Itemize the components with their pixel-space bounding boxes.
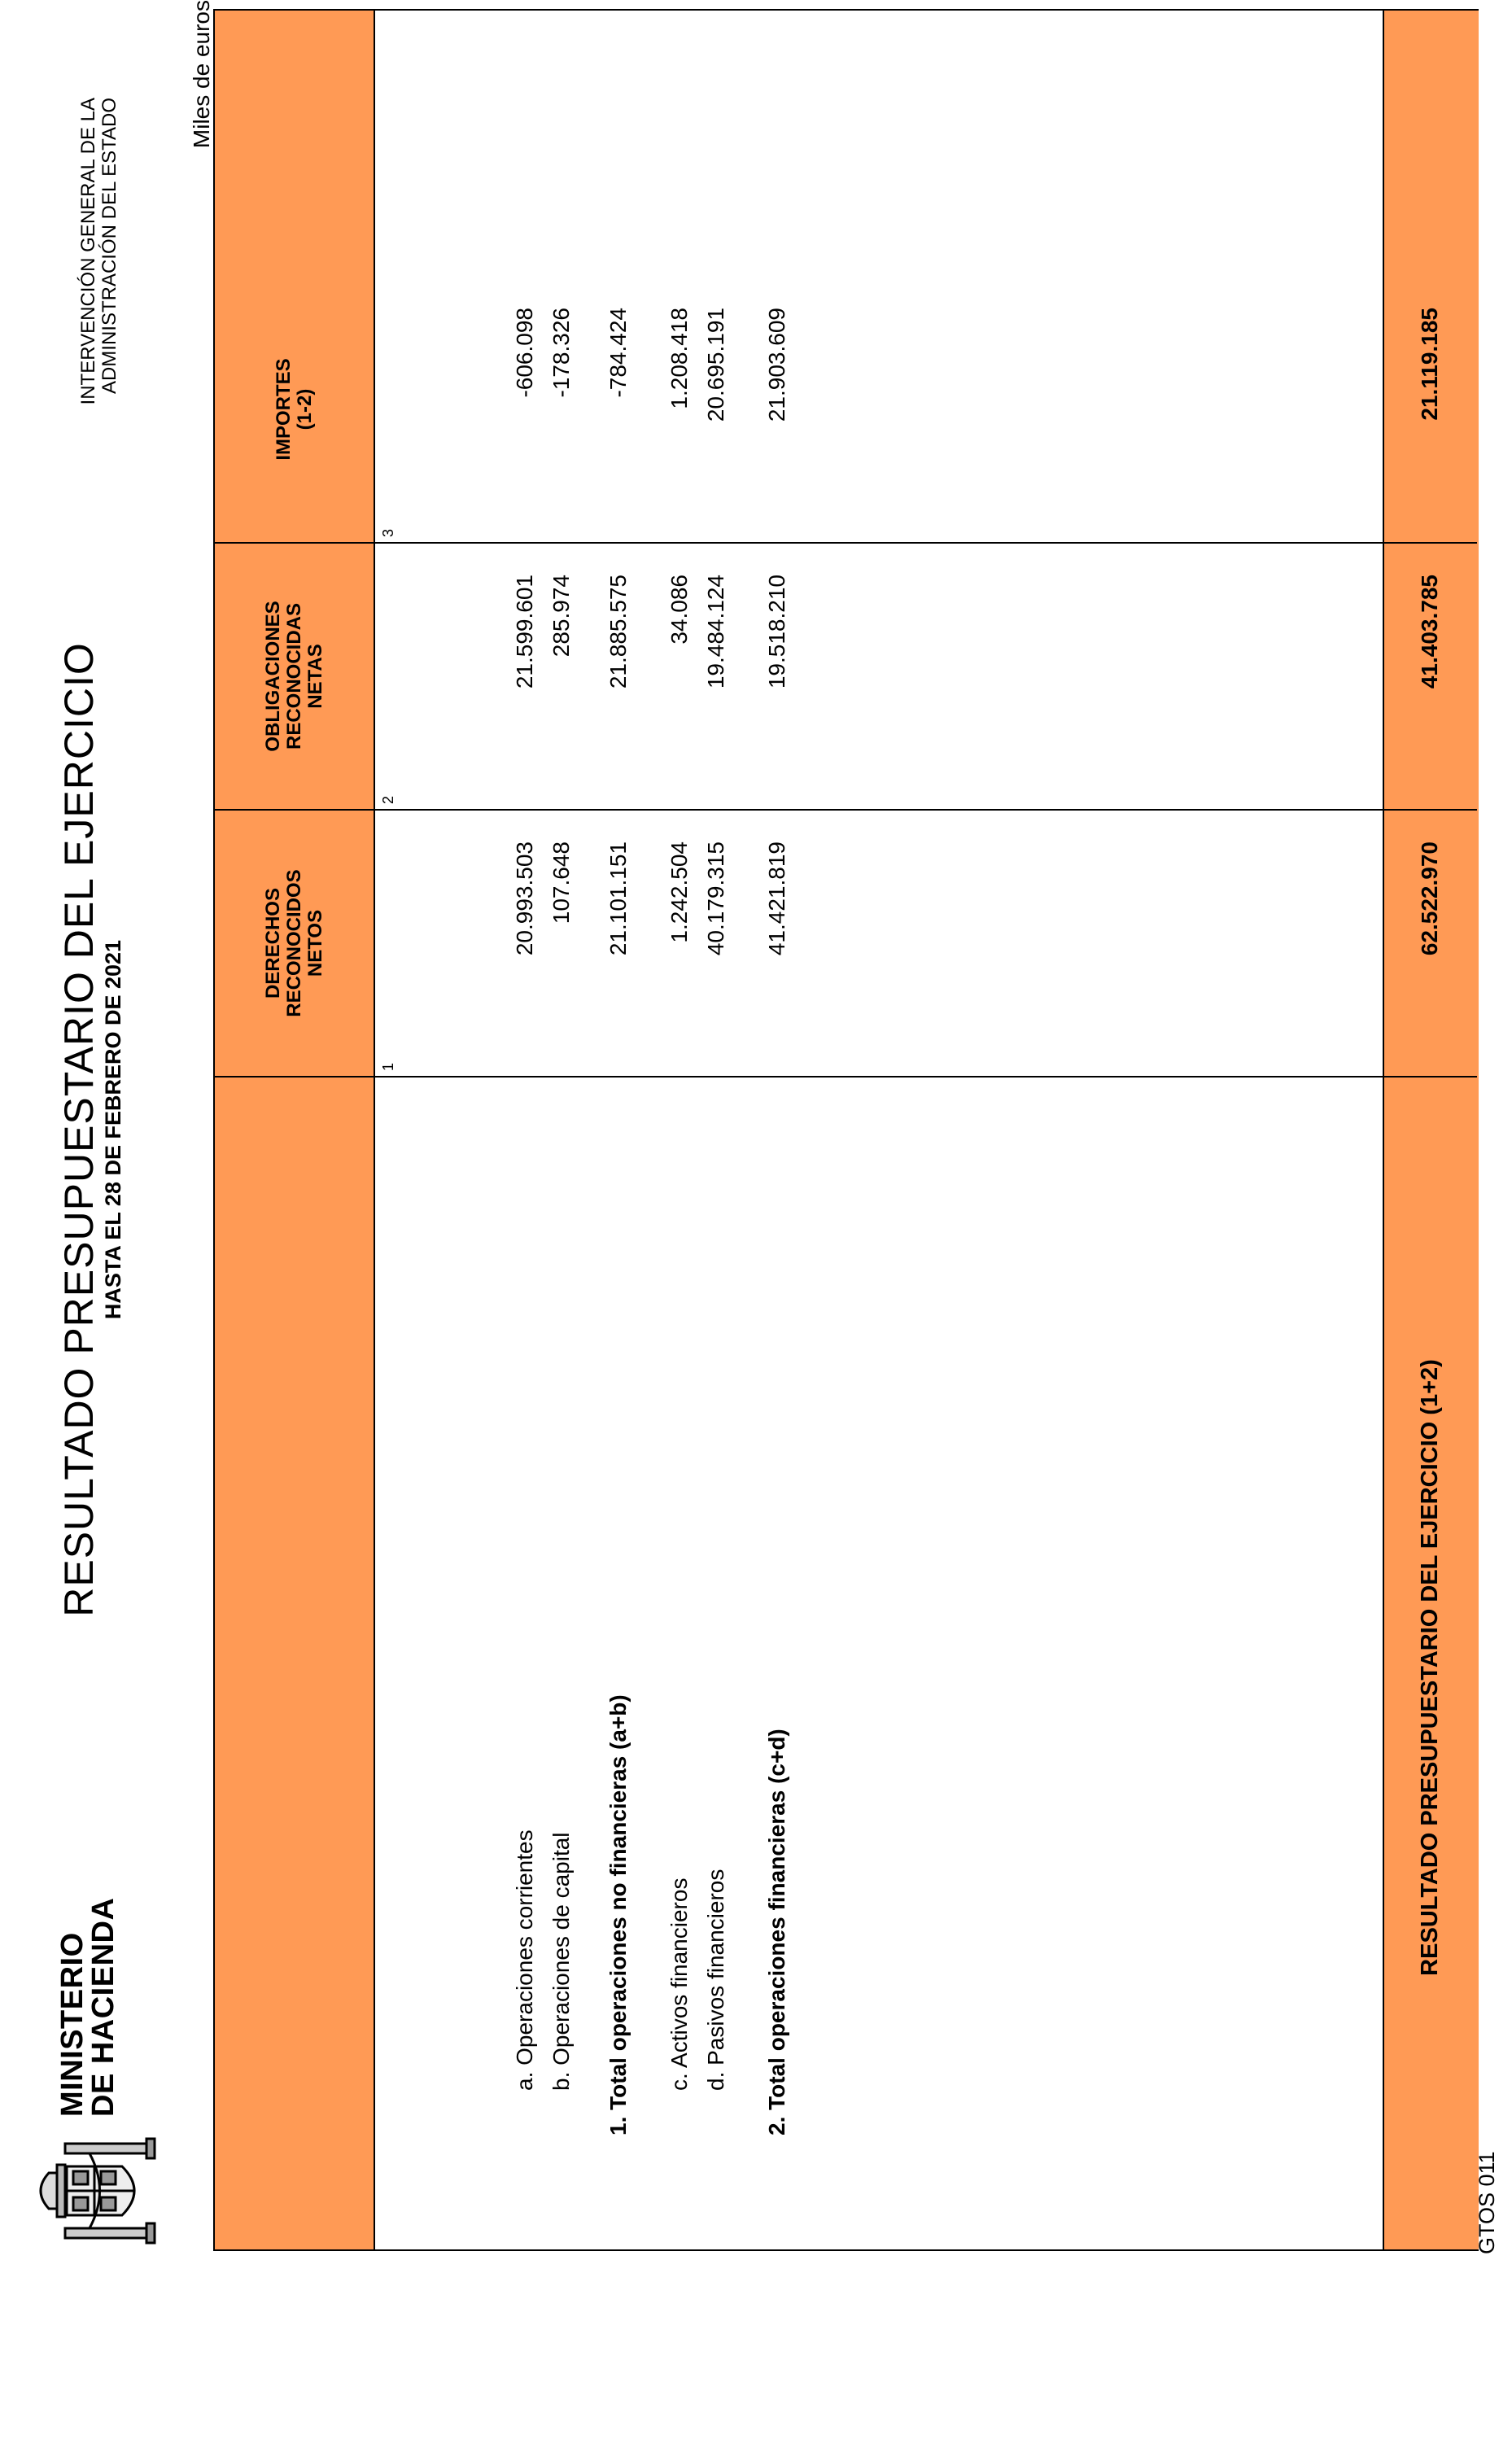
cell-derechos: 21.101.151 — [605, 841, 631, 956]
column-divider — [215, 1076, 1477, 1078]
column-header-obligaciones: OBLIGACIONES RECONOCIDAS NETAS — [261, 601, 326, 752]
row-label-total-no-financieras: 1. Total operaciones no financieras (a+b) — [605, 1694, 631, 2135]
column-index-3: 3 — [380, 528, 396, 537]
cell-derechos: 1.242.504 — [666, 841, 692, 943]
cell-importes: -178.326 — [548, 308, 574, 398]
total-derechos: 62.522.970 — [1417, 841, 1442, 956]
units-label: Miles de euros — [189, 0, 214, 149]
column-header-importes: IMPORTES (1-2) — [272, 358, 316, 461]
form-code: GTOS 011 — [1475, 2151, 1499, 2254]
cell-derechos: 41.421.819 — [764, 841, 789, 956]
ministry-line-1: MINISTERIO — [55, 1932, 90, 2117]
cell-obligaciones: 21.885.575 — [605, 575, 631, 689]
row-label-total-financieras: 2. Total operaciones financieras (c+d) — [764, 1729, 789, 2135]
cell-importes: 21.903.609 — [764, 308, 789, 422]
total-importes: 21.119.185 — [1417, 308, 1442, 421]
report-subtitle: HASTA EL 28 DE FEBRERO DE 2021 — [101, 939, 125, 1320]
ministry-line-2: DE HACIENDA — [86, 1897, 120, 2117]
column-divider — [215, 809, 1477, 811]
total-obligaciones: 41.403.785 — [1417, 575, 1442, 689]
cell-importes: 20.695.191 — [703, 308, 728, 422]
column-index-2: 2 — [380, 795, 396, 804]
cell-obligaciones: 285.974 — [548, 575, 574, 658]
budget-result-table — [213, 9, 1479, 2251]
issuing-office-line-1: INTERVENCIÓN GENERAL DE LA — [77, 98, 99, 405]
row-label-pasivos-financieros: d. Pasivos financieros — [703, 1869, 728, 2091]
column-header-derechos: DERECHOS RECONOCIDOS NETOS — [261, 869, 326, 1017]
cell-obligaciones: 19.484.124 — [703, 575, 728, 689]
total-row-label: RESULTADO PRESUPUESTARIO DEL EJERCICIO (1+2) — [1417, 1359, 1443, 1976]
cell-importes: 1.208.418 — [666, 308, 692, 409]
cell-obligaciones: 19.518.210 — [764, 575, 789, 689]
cell-importes: -606.098 — [512, 308, 537, 398]
cell-derechos: 107.648 — [548, 841, 574, 925]
row-label-operaciones-capital: b. Operaciones de capital — [548, 1832, 574, 2091]
cell-obligaciones: 21.599.601 — [512, 575, 537, 689]
column-divider — [215, 542, 1477, 544]
column-index-1: 1 — [380, 1062, 396, 1071]
cell-obligaciones: 34.086 — [666, 575, 692, 645]
row-label-activos-financieros: c. Activos financieros — [666, 1877, 692, 2091]
cell-derechos: 20.993.503 — [512, 841, 537, 956]
issuing-office-line-2: ADMINISTRACIÓN DEL ESTADO — [98, 98, 120, 395]
issuing-office — [78, 98, 120, 404]
cell-derechos: 40.179.315 — [703, 841, 728, 956]
row-label-operaciones-corrientes: a. Operaciones corrientes — [512, 1829, 537, 2091]
cell-importes: -784.424 — [605, 308, 631, 398]
report-title: RESULTADO PRESUPUESTARIO DEL EJERCICIO — [56, 642, 102, 1617]
